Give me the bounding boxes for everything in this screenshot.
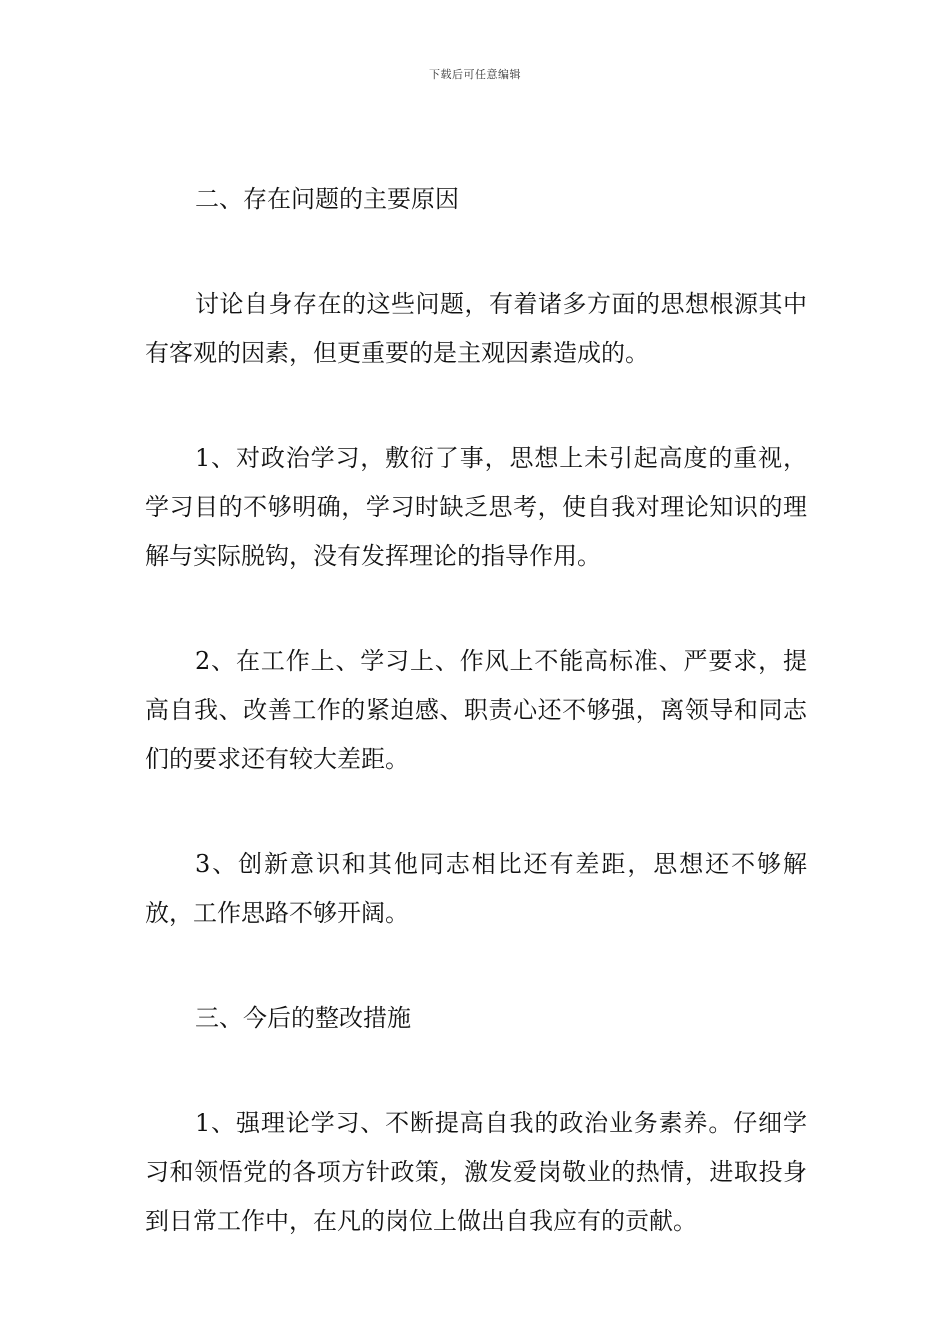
paragraph-cause-3: 3、创新意识和其他同志相比还有差距，思想还不够解放，工作思路不够开阔。 [145,850,807,927]
section-heading-measures: 三、今后的整改措施 [195,1004,411,1032]
paragraph-cause-1: 1、对政治学习，敷衍了事，思想上未引起高度的重视，学习目的不够明确，学习时缺乏思考，使自我对理论知识的理解与实际脱钩，没有发挥理论的指导作用。 [145,444,807,570]
paragraph-measure-1: 1、强理论学习、不断提高自我的政治业务素养。仔细学习和领悟党的各项方针政策，激发爱岗敬业的热情，进取投身到日常工作中，在凡的岗位上做出自我应有的贡献。 [145,1109,807,1235]
header-note: 下载后可任意编辑 [429,68,521,81]
section-heading-causes: 二、存在问题的主要原因 [195,185,459,213]
document-body [145,175,807,1302]
paragraph-cause-2: 2、在工作上、学习上、作风上不能高标准、严要求，提高自我、改善工作的紧迫感、职责心还不够强，离领导和同志们的要求还有较大差距。 [145,647,807,773]
paragraph-intro: 讨论自身存在的这些问题，有着诸多方面的思想根源其中有客观的因素，但更重要的是主观因素造成的。 [145,290,807,367]
